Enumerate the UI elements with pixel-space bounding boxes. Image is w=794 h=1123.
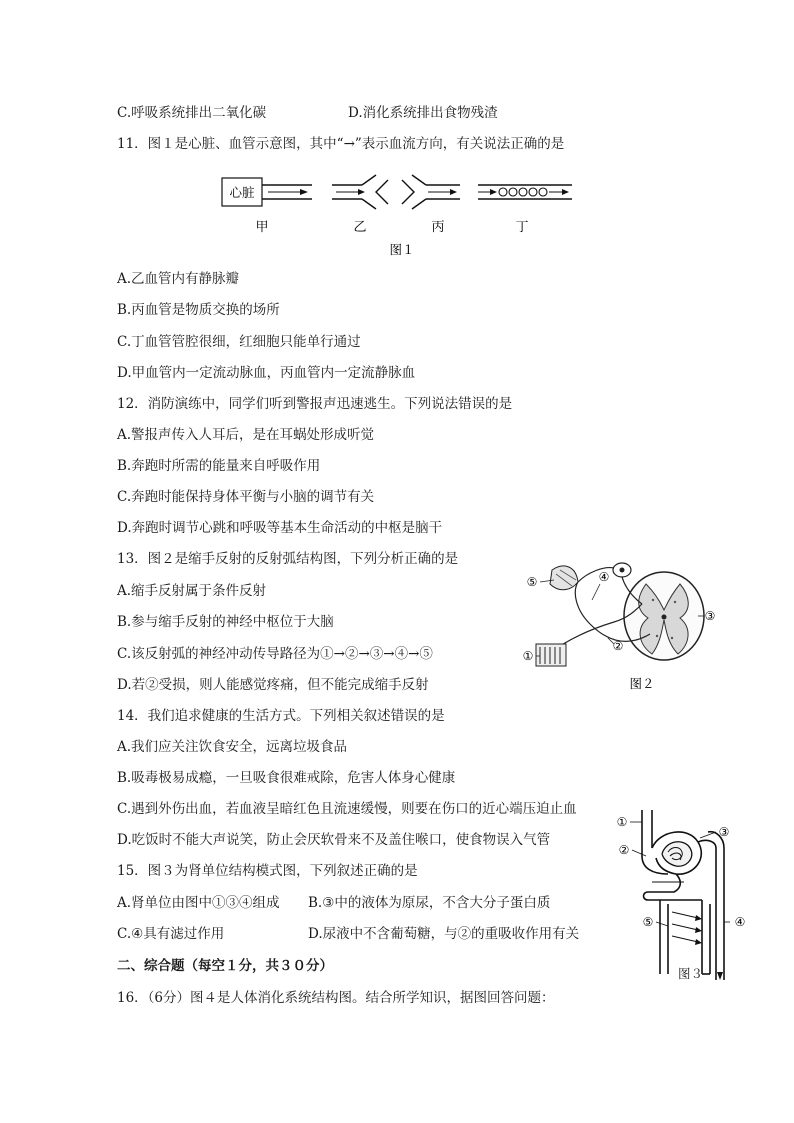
- q15-option-c: C.④具有滤过作用: [117, 926, 225, 942]
- fig3-label-1: ①: [616, 815, 628, 829]
- q15-stem: 15．图３为肾单位结构模式图，下列叙述正确的是: [117, 863, 418, 879]
- fig2-label-2: ②: [612, 639, 624, 653]
- q11-option-b: B.丙血管是物质交换的场所: [117, 302, 280, 318]
- q12-stem: 12．消防演练中，同学们听到警报声迅速逃生。下列说法错误的是: [117, 396, 513, 412]
- q14-option-a: A.我们应关注饮食安全，远离垃圾食品: [117, 739, 348, 755]
- q11-stem: 11．图１是心脏、血管示意图，其中“→”表示血流方向，有关说法正确的是: [117, 136, 565, 152]
- fig3-label-5: ⑤: [642, 915, 654, 929]
- q14-stem: 14．我们追求健康的生活方式。下列相关叙述错误的是: [117, 708, 445, 724]
- q14-option-b: B.吸毒极易成瘾，一旦吸食很难戒除，危害人体身心健康: [117, 770, 456, 786]
- fig2-caption: 图２: [629, 676, 655, 691]
- fig2-label-5: ⑤: [526, 575, 538, 589]
- fig3-label-2: ②: [618, 843, 630, 857]
- q11-option-a: A.乙血管内有静脉瓣: [117, 271, 240, 287]
- q14-option-d: D.吃饭时不能大声说笑，防止会厌软骨来不及盖住喉口，使食物误入气管: [117, 832, 551, 848]
- q12-option-c: C.奔跑时能保持身体平衡与小脑的调节有关: [117, 489, 375, 505]
- q16-stem: 16．（6分）图４是人体消化系统结构图。结合所学知识，据图回答问题：: [117, 990, 555, 1006]
- fig1-label-jia: 甲: [255, 220, 269, 235]
- q10-option-c: C.呼吸系统排出二氧化碳: [117, 105, 267, 121]
- q13-option-a: A.缩手反射属于条件反射: [117, 583, 267, 599]
- fig1-label-yi: 乙: [353, 220, 367, 235]
- q13-option-b: B.参与缩手反射的神经中枢位于大脑: [117, 614, 334, 630]
- q13-stem: 13．图２是缩手反射的反射弧结构图，下列分析正确的是: [117, 551, 459, 567]
- fig3-caption: 图３: [678, 966, 704, 981]
- fig2-label-4: ④: [598, 570, 610, 584]
- fig1-caption: 图１: [389, 242, 415, 257]
- q12-option-a: A.警报声传入人耳后，是在耳蜗处形成听觉: [117, 427, 375, 443]
- section-2-heading: 二、综合题（每空１分，共３０分）: [117, 958, 333, 974]
- q14-option-c: C.遇到外伤出血，若血液呈暗红色且流速缓慢，则要在伤口的近心端压迫止血: [117, 801, 577, 817]
- fig3-label-3: ③: [718, 825, 730, 839]
- fig3-label-4: ④: [734, 915, 746, 929]
- fig1-label-ding: 丁: [515, 220, 529, 235]
- q12-option-b: B.奔跑时所需的能量来自呼吸作用: [117, 458, 321, 474]
- fig2-label-1: ①: [522, 649, 534, 663]
- q10-option-d: D.消化系统排出食物残渣: [348, 105, 498, 121]
- figure-2: [518, 552, 718, 697]
- figure-1: [216, 168, 586, 260]
- q13-option-d: D.若②受损，则人能感觉疼痛，但不能完成缩手反射: [117, 677, 429, 693]
- q12-option-d: D.奔跑时调节心跳和呼吸等基本生命活动的中枢是脑干: [117, 520, 443, 536]
- fig2-label-3: ③: [704, 609, 716, 623]
- q11-option-d: D.甲血管内一定流动脉血，丙血管内一定流静脉血: [117, 365, 416, 381]
- figure-3: [612, 808, 782, 988]
- q15-option-a: A.肾单位由图中①③④组成: [117, 895, 280, 911]
- heart-label: 心脏: [229, 185, 255, 200]
- q15-option-b: B.③中的液体为原尿，不含大分子蛋白质: [308, 895, 551, 911]
- q11-option-c: C.丁血管管腔很细，红细胞只能单行通过: [117, 334, 361, 350]
- q13-option-c: C.该反射弧的神经冲动传导路径为①→②→③→④→⑤: [117, 646, 433, 662]
- q15-option-d: D.尿液中不含葡萄糖，与②的重吸收作用有关: [308, 926, 580, 942]
- fig1-label-bing: 丙: [431, 220, 445, 235]
